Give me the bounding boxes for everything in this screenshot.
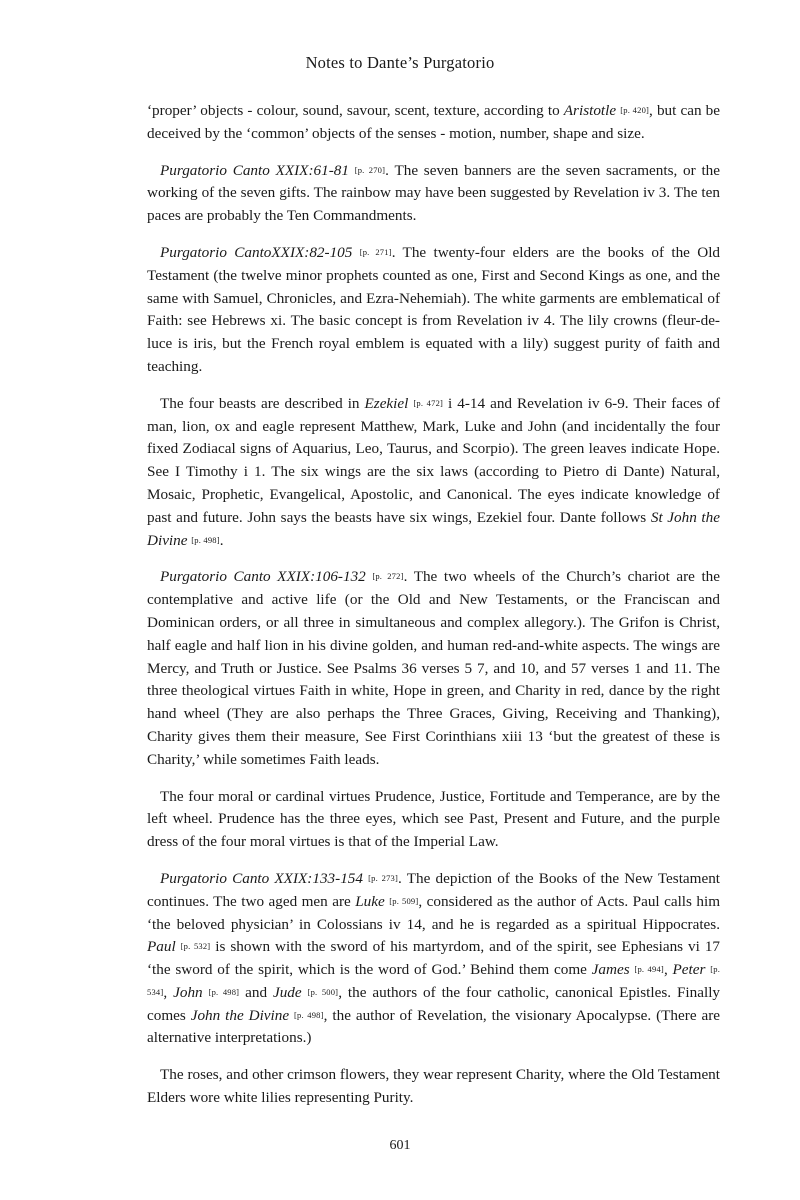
page-ref: [p. 272] xyxy=(372,571,404,582)
page-ref: [p. 420] xyxy=(620,105,650,115)
link-canto-61-81[interactable]: Purgatorio Canto XXIX:61-81 xyxy=(160,161,349,179)
link-ezekiel[interactable]: Ezekiel xyxy=(364,394,409,412)
page-ref: [p. 534] xyxy=(147,964,721,997)
paragraph-5: Purgatorio Canto XXIX:106-132 [p. 272]. The two wheels of the Church’s chariot are the contemplative and active life (or the Old and New Testaments, or the Franciscan and Dominican orders, or all three in simultaneous and complex allegory.). The Grifon is Christ, half eagle and half lion in his divine golden, and human red-and-white aspects. The wings are Mercy, and Truth or Justice. See Psalms 36 verses 5 7, and 10, and 57 verses 1 and 11. The three theological virtues Faith in white, Hope in green, and Charity in red, dance by the right hand wheel (They are also perhaps the Three Graces, Giving, Receiving and Thanking), Charity gives them their measure, See First Corinthians xiii 13 ‘but the greatest of these is Charity,’ while sometimes Faith leads. xyxy=(147,568,721,768)
page-ref: [p. 509] xyxy=(389,895,419,906)
paragraph-8: The roses, and other crimson flowers, they wear represent Charity, where the Old Testament Elders wore white lilies representing Purity. xyxy=(147,1066,720,1107)
page-ref: [p. 498] xyxy=(208,986,240,997)
page-ref: [p. 494] xyxy=(634,964,664,975)
page-ref: [p. 500] xyxy=(307,986,339,997)
link-canto-133-154[interactable]: Purgatorio Canto XXIX:133-154 xyxy=(160,869,363,887)
paragraph-3: Purgatorio CantoXXIX:82-105 [p. 271]. The twenty-four elders are the books of the Old Testament (the twelve minor prophets counted as one, First and Second Kings as one, and the same with Samuel, Chronicles, and Ezra-Nehemiah). The white garments are emblematical of Faith: see Hebrews xi. The basic concept is from Revelation iv 4. The lily crowns (fleur-de-luce is iris, but the French royal emblem is equated with a lily) suggest purity of faith and teaching. xyxy=(147,243,721,375)
link-john-the-divine[interactable]: John the Divine xyxy=(190,1006,290,1024)
link-paul[interactable]: Paul xyxy=(147,938,176,956)
link-aristotle[interactable]: Aristotle xyxy=(563,102,617,119)
page-ref: [p. 532] xyxy=(180,941,211,952)
running-title: Notes to Dante’s Purgatorio xyxy=(305,53,495,72)
paragraph-4: The four beasts are described in Ezekiel [p. 472] i 4-14 and Revelation iv 6-9. Their faces of man, lion, ox and eagle represent Matthew, Mark, Luke and John (and incidentally the four fixed Zodiacal signs of Aquarius, Leo, Taurus, and Scorpio). The green leaves indicate Hope. See I Timothy i 1. The six wings are the six laws (according to Pietro di Dante) Natural, Mosaic, Prophetic, Evangelical, Apostolic, and Canonical. The eyes indicate knowledge of past and future. John says the beasts have six wings, Ezekiel four. Dante follows St John the Divine [p. 498]. xyxy=(147,394,721,549)
page-ref: [p. 498] xyxy=(294,1009,324,1020)
link-canto-82-105[interactable]: Purgatorio CantoXXIX:82-105 xyxy=(160,243,353,261)
link-jude[interactable]: Jude xyxy=(272,983,302,1001)
paragraph-6: The four moral or cardinal virtues Prudence, Justice, Fortitude and Temperance, are by the left wheel. Prudence has the three eyes, which see Past, Present and Future, and the purple dress of the four moral virtues is that of the Imperial Law. xyxy=(147,787,720,851)
page-ref: [p. 472] xyxy=(413,397,444,408)
link-peter[interactable]: Peter xyxy=(672,961,706,979)
link-canto-106-132[interactable]: Purgatorio Canto XXIX:106-132 xyxy=(160,568,366,586)
page-number: 601 xyxy=(389,1138,411,1153)
link-st-john-the-divine[interactable]: St John the Divine xyxy=(147,508,720,549)
paragraph-2: Purgatorio Canto XXIX:61-81 [p. 270]. The seven banners are the seven sacraments, or the working of the seven gifts. The rainbow may have been suggested by Revelation iv 3. The ten paces are probably the Ten Commandments. xyxy=(147,161,721,225)
page-ref: [p. 273] xyxy=(368,872,399,883)
page-ref: [p. 271] xyxy=(359,246,392,257)
link-james[interactable]: James xyxy=(591,961,630,979)
body-text xyxy=(147,100,720,1124)
paragraph-1: ‘proper’ objects - colour, sound, savour, scent, texture, according to Aristotle [p. 420], but can be deceived by the ‘common’ objects of the senses - motion, number, shape and size. xyxy=(147,102,720,142)
link-john[interactable]: John xyxy=(173,983,203,1001)
page-ref: [p. 498] xyxy=(191,534,220,545)
paragraph-7: Purgatorio Canto XXIX:133-154 [p. 273]. The depiction of the Books of the New Testament continues. The two aged men are Luke [p. 509], considered as the author of Acts. Paul calls him ‘the beloved physician’ in Colossians iv 14, and he is regarded as a spiritual Hippocrates. Paul [p. 532] is shown with the sword of his martyrdom, and of the spirit, see Ephesians vi 17 ‘the sword of the spirit, which is the word of God.’ Behind them come James [p. 494], Peter [p. 534], John [p. 498] and Jude [p. 500], the authors of the four catholic, canonical Epistles. Finally comes John the Divine [p. 498], the author of Revelation, the visionary Apocalypse. (There are alternative interpretations.) xyxy=(147,869,721,1047)
link-luke[interactable]: Luke xyxy=(355,892,385,910)
page-ref: [p. 270] xyxy=(354,164,386,175)
